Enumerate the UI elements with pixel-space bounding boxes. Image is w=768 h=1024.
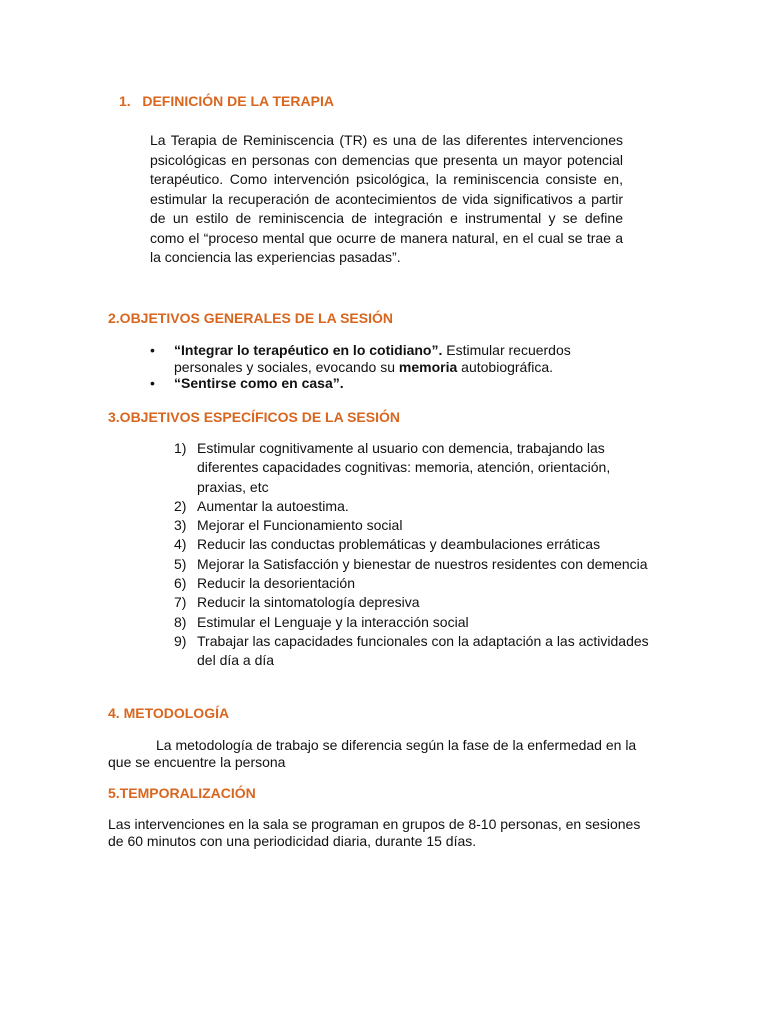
list-item-text: Estimular el Lenguaje y la interacción social: [197, 613, 469, 630]
list-number: 5): [174, 555, 187, 572]
bullet-text: Estimular recuerdos personales y sociales, evocando su: [174, 342, 571, 375]
bullet-bold-text: memoria: [398, 358, 458, 375]
list-item-text: Aumentar la autoestima.: [197, 497, 349, 514]
list-item: [174, 497, 654, 516]
list-item-text: Mejorar el Funcionamiento social: [197, 517, 403, 534]
list-number: 7): [174, 594, 187, 611]
list-item: [174, 593, 654, 612]
list-number: 8): [174, 613, 187, 630]
list-number: 1): [174, 440, 187, 456]
list-item-text: Reducir las conductas problemáticas y deambulaciones erráticas: [197, 536, 601, 553]
list-number: 6): [174, 575, 187, 592]
bullet-icon: •: [150, 342, 155, 358]
list-item: [174, 613, 654, 632]
list-item: [150, 342, 630, 375]
list-number: 9): [174, 632, 187, 649]
list-item: [174, 439, 654, 497]
bullet-list-objetivos-generales: [150, 342, 630, 392]
bullet-bold-text: “Sentirse como en casa”.: [174, 375, 344, 391]
list-number: 3): [174, 517, 187, 534]
list-number: 2): [174, 497, 187, 514]
list-item-text: Estimular cognitivamente al usuario con demencia, trabajando las diferentes capacidades cognitivas: memoria, atención, orientación, praxias, etc: [197, 440, 611, 495]
list-item-text: Reducir la desorientación: [197, 575, 355, 592]
numbered-list-objetivos-especificos: [174, 439, 654, 671]
bullet-text: autobiográfica.: [457, 358, 554, 375]
heading-objetivos-generales: 2.OBJETIVOS GENERALES DE LA SESIÓN: [108, 310, 393, 326]
list-item: [174, 555, 654, 574]
list-item: [174, 632, 654, 671]
heading-objetivos-especificos: 3.OBJETIVOS ESPECÍFICOS DE LA SESIÓN: [108, 409, 400, 425]
paragraph-temporalizacion: Las intervenciones en la sala se programan en grupos de 8-10 personas, en sesiones de 60 minutos con una periodicidad diaria, durante 15 días.: [108, 816, 641, 849]
list-item: [174, 516, 654, 535]
bullet-bold-text: “Integrar lo terapéutico en lo cotidiano”.: [174, 342, 443, 358]
paragraph-metodologia: La metodología de trabajo se diferencia según la fase de la enfermedad en la que se encuentre la persona: [108, 737, 637, 770]
list-item-text: Trabajar las capacidades funcionales con la adaptación a las actividades del día a día: [197, 632, 649, 669]
list-item-text: Mejorar la Satisfacción y bienestar de nuestros residentes con demencia: [197, 555, 648, 572]
list-item: [174, 535, 654, 554]
list-number: 4): [174, 536, 187, 553]
heading-definicion: 1. DEFINICIÓN DE LA TERAPIA: [119, 93, 334, 109]
list-item: [174, 574, 654, 593]
bullet-icon: •: [150, 375, 155, 391]
paragraph-definicion: La Terapia de Reminiscencia (TR) es una de las diferentes intervenciones psicológicas en personas con demencias que presenta un mayor potencial terapéutico. Como intervención psicológica, la reminiscencia consiste en, estimular la recuperación de acontecimientos de vida significativos a partir de un estilo de reminiscencia de integración e instrumental y se define como el “proceso mental que ocurre de manera natural, en el cual se trae a la conciencia las experiencias pasadas”.: [150, 132, 623, 265]
heading-temporalizacion: 5.TEMPORALIZACIÓN: [108, 785, 256, 801]
list-item-text: Reducir la sintomatología depresiva: [197, 594, 420, 611]
heading-metodologia: 4. METODOLOGÍA: [108, 705, 230, 721]
list-item: [150, 375, 630, 392]
